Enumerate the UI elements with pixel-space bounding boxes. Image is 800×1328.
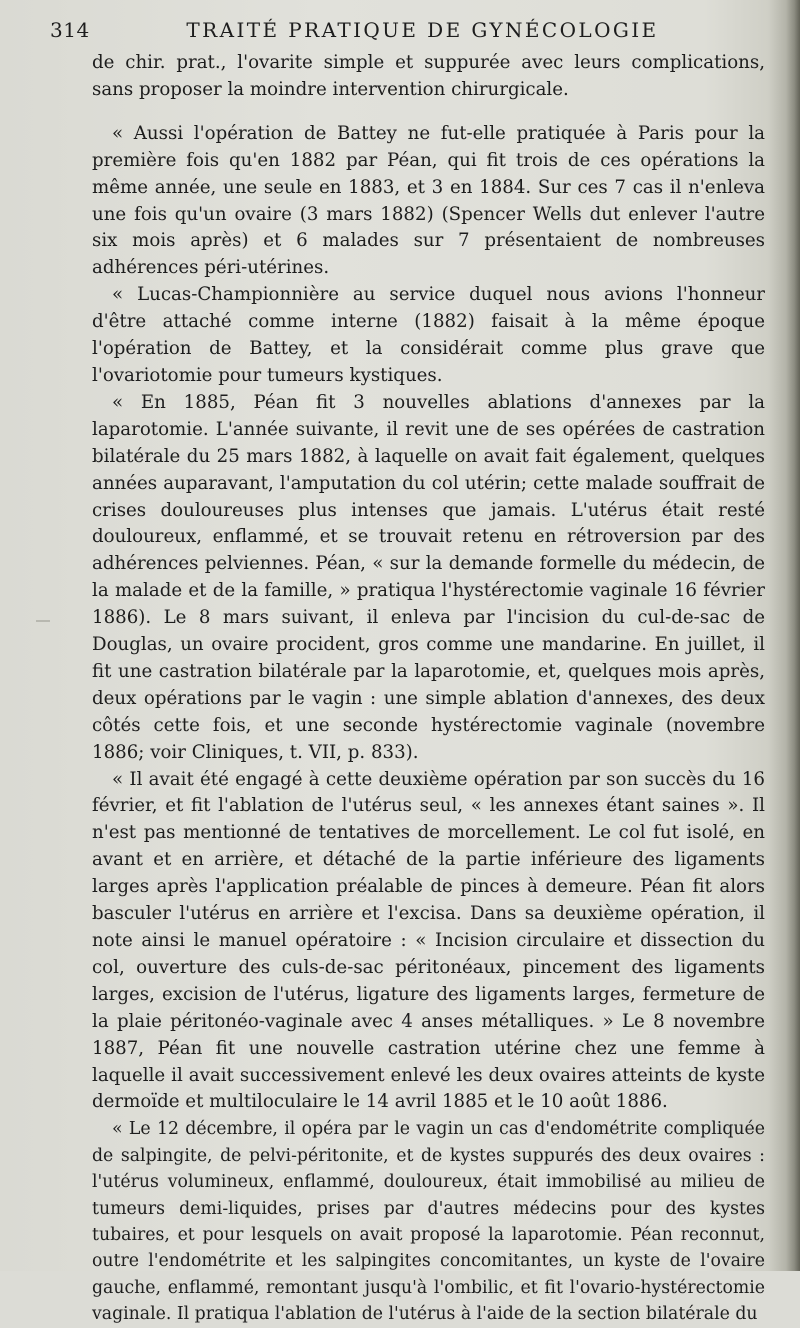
paragraph: « Il avait été engagé à cette deuxième opération par son succès du 16 février, et fit l'ablation de l'utérus seul, « les annexes étant saines ». Il n'est pas mentionné de tentatives de morcellement. Le col fut isolé, en avant et en arrière, et détaché de la partie inférieure des ligaments larges après l'application préalable de pinces à demeure. Péan fit alors basculer l'utérus en arrière et l'excisa. Dans sa deuxième opération, il note ainsi le manuel opératoire : « Incision circulaire et dissection du col, ouverture des culs-de-sac péritonéaux, pincement des ligaments larges, excision de l'utérus, ligature des ligaments larges, fermeture de la plaie péritonéo-vaginale avec 4 anses métalliques. » Le 8 novembre 1887, Péan fit une nouvelle castration utérine chez une femme à laquelle il avait successivement enlevé les deux ovaires atteints de kyste dermoïde et multiloculaire le 14 avril 1885 et le 10 août 1886. [92, 768, 765, 1113]
paragraph: « Le 12 décembre, il opéra par le vagin un cas d'endométrite compliquée de salpingite, de pelvi-péritonite, et de kystes suppurés des deux ovaires : l'utérus volumineux, enflammé, douloureux, était immobilisé au milieu de tumeurs demi-liquides, prises par d'autres médecins pour des kystes tubaires, et pour lesquels on avait proposé la laparotomie. Péan reconnut, outre l'endométrite et les salpingites concomitantes, un kyste de l'ovaire gauche, enflammé, remontant jusqu'à l'ombilic, et fit l'ovario-hystérectomie vaginale. Il pratiqua l'ablation de l'utérus à l'aide de la section bilatérale du [92, 1119, 765, 1325]
page-header [50, 18, 765, 52]
paragraph: « En 1885, Péan fit 3 nouvelles ablations d'annexes par la laparotomie. L'année suivante, il revit une de ses opérées de castration bilatérale du 25 mars 1882, à laquelle on avait fait également, quelques années auparavant, l'amputation du col utérin; cette malade souffrait de crises douloureuses plus intenses que jamais. L'utérus était resté douloureux, enflammé, et se trouvait retenu en rétroversion par des adhérences pelviennes. Péan, « sur la demande formelle du médecin, de la malade et de la famille, » pratiqua l'hystérectomie vaginale 16 février 1886). Le 8 mars suivant, il enleva par l'incision du cul-de-sac de Douglas, un ovaire procident, gros comme une mandarine. En juillet, il fit une castration bilatérale par la laparotomie, et, quelques mois après, deux opérations par le vagin : une simple ablation d'annexes, des deux côtés cette fois, et une seconde hystérectomie vaginale (novembre 1886; voir Cliniques, t. VII, p. 833). [92, 391, 765, 763]
paragraph-continuation: de chir. prat., l'ovarite simple et suppurée avec leurs complications, sans proposer la moindre intervention chirurgicale. [92, 52, 765, 100]
paragraph: « Lucas-Championnière au service duquel nous avions l'honneur d'être attaché comme interne (1882) faisait à la même époque l'opération de Battey, et la considérait comme plus grave que l'ovariotomie pour tumeurs kystiques. [92, 284, 765, 386]
page-number: 314 [50, 18, 90, 42]
margin-mark [36, 620, 50, 622]
page-edge-shadow [786, 0, 800, 1271]
body-text [92, 50, 765, 1328]
running-title: TRAITÉ PRATIQUE DE GYNÉCOLOGIE [186, 18, 659, 42]
paragraph: « Aussi l'opération de Battey ne fut-elle pratiquée à Paris pour la première fois qu'en 1882 par Péan, qui fit trois de ces opérations la même année, une seule en 1883, et 3 en 1884. Sur ces 7 cas il n'enleva une fois qu'un ovaire (3 mars 1882) (Spencer Wells dut enlever l'autre six mois après) et 6 malades sur 7 présentaient de nombreuses adhérences péri-utérines. [92, 122, 765, 279]
